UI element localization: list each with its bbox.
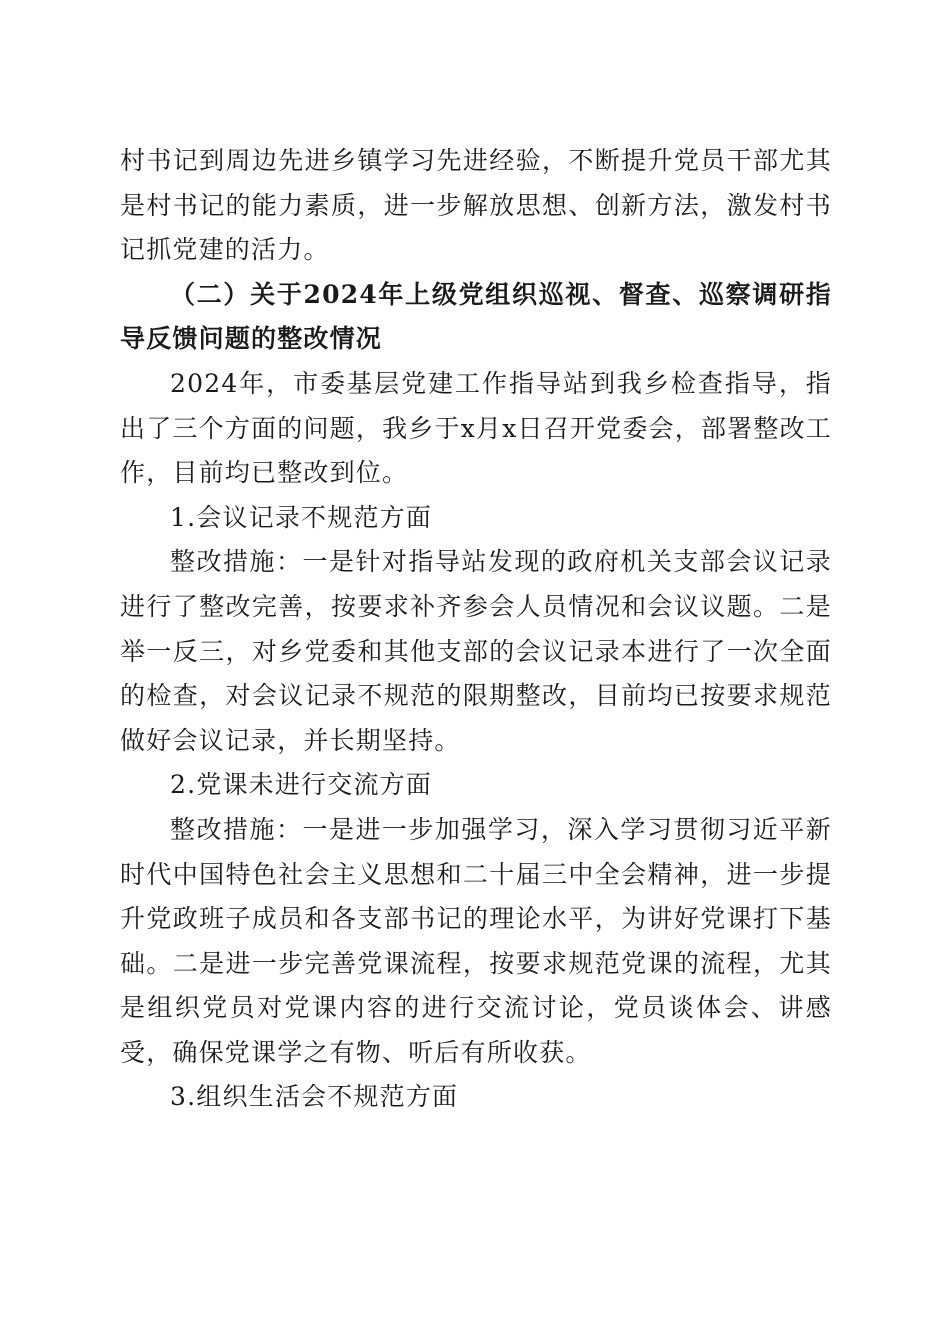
item-1-body: 整改措施：一是针对指导站发现的政府机关支部会议记录进行了整改完善，按要求补齐参会人员情况和会议议题。二是举一反三，对乡党委和其他支部的会议记录本进行了一次全面的检查，对会议记录不规范的限期整改，目前均已按要求规范做好会议记录，并长期坚持。 xyxy=(120,547,832,755)
paragraph-intro: 2024年，市委基层党建工作指导站到我乡检查指导，指出了三个方面的问题，我乡于x月x日召开党委会，部署整改工作，目前均已整改到位。 xyxy=(120,368,832,488)
section-heading: （二）关于2024年上级党组织巡视、督查、巡察调研指导反馈问题的整改情况 xyxy=(120,279,832,354)
item-1-title: 1.会议记录不规范方面 xyxy=(170,502,433,532)
item-2-title: 2.党课未进行交流方面 xyxy=(170,770,433,800)
document-page xyxy=(120,139,832,1120)
paragraph-continuation: 村书记到周边先进乡镇学习先进经验，不断提升党员干部尤其是村书记的能力素质，进一步解放思想、创新方法，激发村书记抓党建的活力。 xyxy=(120,146,832,265)
item-3-title: 3.组织生活会不规范方面 xyxy=(170,1082,459,1112)
item-2-body: 整改措施：一是进一步加强学习，深入学习贯彻习近平新时代中国特色社会主义思想和二十届三中全会精神，进一步提升党政班子成员和各支部书记的理论水平，为讲好党课打下基础。二是进一步完善党课流程，按要求规范党课的流程，尤其是组织党员对党课内容的进行交流讨论，党员谈体会、讲感受，确保党课学之有物、听后有所收获。 xyxy=(120,814,832,1067)
